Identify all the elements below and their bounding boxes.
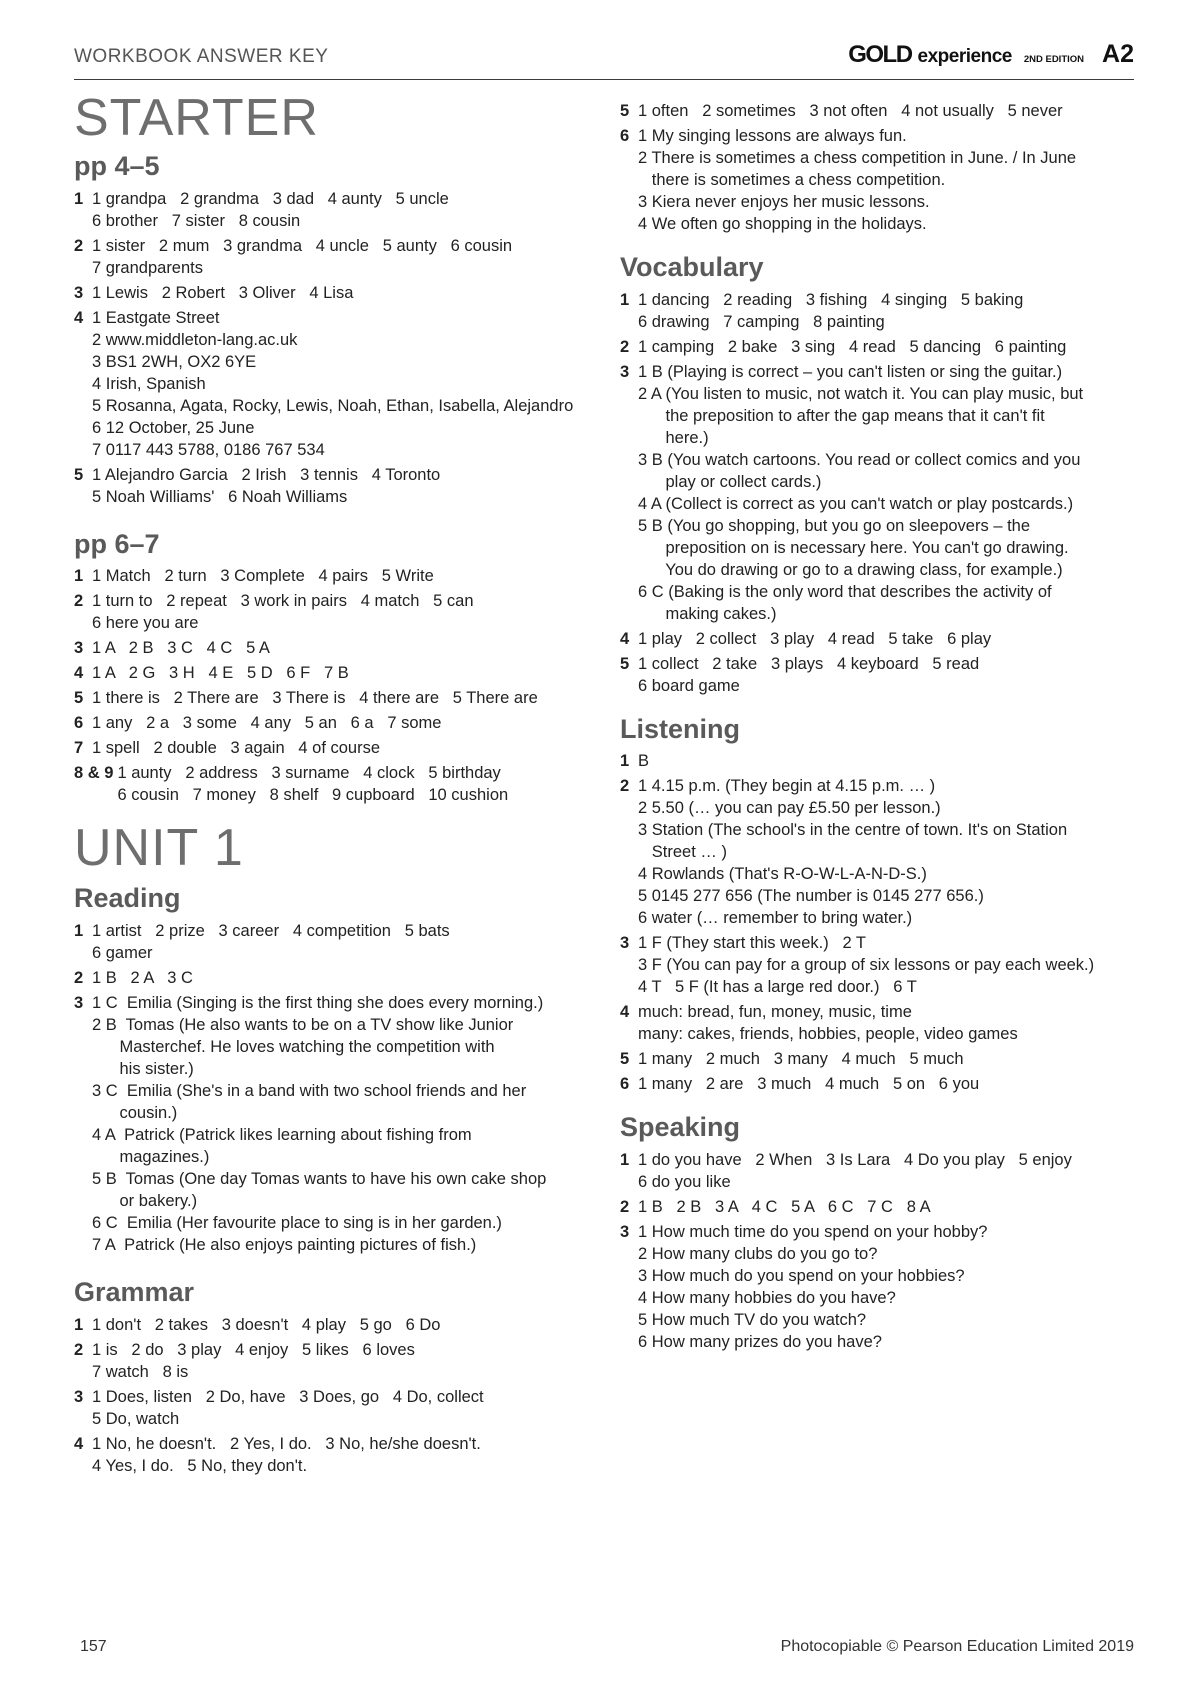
exercise-number: 4 (620, 629, 630, 648)
subsection-heading: Listening (620, 713, 740, 744)
exercise-number: 3 (620, 1223, 630, 1242)
answer-line: 1 4.15 p.m. (They begin at 4.15 p.m. … ) (638, 777, 936, 796)
answer-line: 4 Rowlands (That's R-O-W-L-A-N-D-S.) (638, 865, 927, 884)
exercise-number: 8 & 9 (74, 764, 114, 783)
exercise-number: 2 (74, 236, 84, 255)
answer-line: 1 is 2 do 3 play 4 enjoy 5 likes 6 loves (92, 1340, 415, 1359)
answer-line: B (638, 752, 650, 771)
exercise-answer (620, 1073, 1140, 1095)
exercise-answer (74, 1386, 594, 1430)
answer-line: here.) (638, 428, 709, 447)
exercise-answer (620, 653, 1140, 697)
exercise-answer (74, 687, 594, 709)
answer-lines (92, 1386, 594, 1430)
answer-line: 6 water (… remember to bring water.) (638, 909, 913, 928)
answer-line: or bakery.) (92, 1192, 198, 1211)
answer-line: 1 How much time do you spend on your hobby? (638, 1223, 988, 1242)
exercise-number: 3 (74, 994, 84, 1013)
exercise-answer (74, 762, 594, 806)
answer-lines (92, 1339, 594, 1383)
answer-line: 6 C (Baking is the only word that describes the activity of (638, 582, 1052, 601)
exercise-answer (74, 992, 594, 1256)
answer-line: 6 cousin 7 money 8 shelf 9 cupboard 10 cushion (117, 786, 509, 805)
exercise-number: 5 (74, 689, 84, 708)
level-badge: A2 (1102, 40, 1134, 68)
subsection-heading: Vocabulary (620, 252, 764, 282)
answer-lines (92, 1314, 594, 1336)
exercise-answer (74, 565, 594, 587)
exercise-answer (620, 100, 1140, 122)
exercise-answer (74, 920, 594, 964)
answer-lines (92, 235, 594, 279)
exercise-answer (74, 967, 594, 989)
exercise-answer (74, 712, 594, 734)
answer-lines (638, 1073, 1140, 1095)
answer-line: 1 Alejandro Garcia 2 Irish 3 tennis 4 Toronto (92, 465, 441, 484)
exercise-number: 3 (74, 1387, 84, 1406)
answer-lines (92, 992, 594, 1256)
answer-lines (638, 750, 1140, 772)
answer-line: 4 Irish, Spanish (92, 374, 206, 393)
exercise-answer (620, 750, 1140, 772)
exercise-number: 2 (74, 969, 84, 988)
answer-line: 6 C Emilia (Her favourite place to sing is in her garden.) (92, 1214, 502, 1233)
answer-lines (92, 920, 594, 964)
answer-line: many: cakes, friends, hobbies, people, video games (638, 1025, 1018, 1044)
exercise-number: 7 (74, 739, 84, 758)
answer-line: 1 grandpa 2 grandma 3 dad 4 aunty 5 uncle (92, 189, 449, 208)
answer-line: 5 B Tomas (One day Tomas wants to have his own cake shop (92, 1170, 547, 1189)
answer-line: 2 5.50 (… you can pay £5.50 per lesson.) (638, 799, 941, 818)
section-title: UNIT 1 (74, 819, 244, 878)
answer-line: 1 aunty 2 address 3 surname 4 clock 5 birthday (117, 764, 501, 783)
page-number: 157 (80, 1638, 107, 1655)
exercise-number: 1 (74, 189, 84, 208)
answer-lines (92, 565, 594, 587)
answer-line: 3 Station (The school's in the centre of town. It's on Station (638, 821, 1068, 840)
exercise-number: 1 (74, 1315, 84, 1334)
exercise-answer (620, 1149, 1140, 1193)
exercise-number: 1 (620, 752, 630, 771)
answer-lines (638, 289, 1140, 333)
exercise-number: 6 (620, 1075, 630, 1094)
subsection-heading: Grammar (74, 1277, 195, 1308)
answer-line: 1 Lewis 2 Robert 3 Oliver 4 Lisa (92, 283, 354, 302)
answer-lines (92, 637, 594, 659)
exercise-number: 3 (620, 934, 630, 953)
answer-line: 2 B Tomas (He also wants to be on a TV show like Junior (92, 1016, 514, 1035)
answer-line: 1 dancing 2 reading 3 fishing 4 singing 5 baking (638, 290, 1024, 309)
exercise-answer (74, 1339, 594, 1383)
answer-line: 7 watch 8 is (92, 1362, 189, 1381)
answer-line: 6 do you like (638, 1173, 731, 1192)
exercise-answer (620, 1048, 1140, 1070)
answer-line: preposition on is necessary here. You can't go drawing. (638, 538, 1069, 557)
exercise-answer (74, 282, 594, 304)
answer-line: 3 B (You watch cartoons. You read or collect comics and you (638, 450, 1081, 469)
exercise-number: 2 (74, 592, 84, 611)
exercise-number: 2 (620, 1198, 630, 1217)
answer-line: 3 BS1 2WH, OX2 6YE (92, 352, 257, 371)
answer-line: 2 How many clubs do you go to? (638, 1245, 878, 1264)
answer-line: 1 B 2 A 3 C (92, 969, 193, 988)
answer-line: 1 often 2 sometimes 3 not often 4 not usually 5 never (638, 102, 1063, 120)
answer-line: 1 Eastgate Street (92, 308, 220, 327)
answer-line: 1 there is 2 There are 3 There is 4 there are 5 There are (92, 689, 538, 708)
answer-line: play or collect cards.) (638, 472, 822, 491)
exercise-number: 1 (620, 1151, 630, 1170)
answer-lines (638, 1048, 1140, 1070)
answer-line: the preposition to after the gap means that it can't fit (638, 406, 1045, 425)
answer-lines (92, 307, 594, 461)
subsection-heading: pp 4–5 (74, 151, 160, 181)
answer-lines (92, 737, 594, 759)
answer-line: 1 many 2 much 3 many 4 much 5 much (638, 1050, 964, 1069)
brand-gold: GOLD (848, 41, 912, 68)
subsection-heading: Reading (74, 883, 181, 914)
answer-line: 1 play 2 collect 3 play 4 read 5 take 6 play (638, 629, 992, 648)
answer-lines (638, 1001, 1140, 1045)
answer-line: 4 T 5 F (It has a large red door.) 6 T (638, 978, 917, 997)
answer-line: 3 F (You can pay for a group of six lessons or pay each week.) (638, 956, 1095, 975)
left-column (74, 88, 594, 1480)
exercise-answer (74, 662, 594, 684)
exercise-number: 5 (620, 1050, 630, 1069)
answer-lines (92, 1433, 594, 1477)
answer-line: 1 any 2 a 3 some 4 any 5 an 6 a 7 some (92, 714, 442, 733)
exercise-answer (74, 1433, 594, 1477)
answer-line: magazines.) (92, 1148, 210, 1167)
exercise-number: 1 (74, 922, 84, 941)
answer-line: 6 board game (638, 676, 740, 695)
exercise-number: 1 (620, 290, 630, 309)
answer-line: 1 C Emilia (Singing is the first thing she does every morning.) (92, 994, 544, 1013)
exercise-answer (620, 628, 1140, 650)
exercise-number: 6 (74, 714, 84, 733)
header-title: WORKBOOK ANSWER KEY (74, 46, 329, 67)
exercise-number: 2 (620, 337, 630, 356)
right-column (620, 100, 1140, 1356)
exercise-number: 3 (620, 362, 630, 381)
answer-line: 1 don't 2 takes 3 doesn't 4 play 5 go 6 Do (92, 1315, 441, 1334)
exercise-answer (74, 307, 594, 461)
answer-lines (638, 125, 1140, 235)
answer-line: 1 F (They start this week.) 2 T (638, 934, 867, 953)
exercise-answer (74, 464, 594, 508)
answer-line: 5 Do, watch (92, 1409, 180, 1428)
answer-line: 1 many 2 are 3 much 4 much 5 on 6 you (638, 1075, 980, 1094)
answer-lines (638, 1196, 1140, 1218)
answer-lines (92, 282, 594, 304)
answer-line: there is sometimes a chess competition. (638, 171, 946, 189)
answer-line: 2 www.middleton-lang.ac.uk (92, 330, 298, 349)
exercise-number: 4 (620, 1003, 630, 1022)
exercise-answer (74, 1314, 594, 1336)
answer-line: 4 We often go shopping in the holidays. (638, 215, 927, 233)
answer-line: 6 brother 7 sister 8 cousin (92, 211, 301, 230)
exercise-answer (620, 361, 1140, 625)
brand-experience: experience (917, 46, 1012, 67)
answer-line: 1 Match 2 turn 3 Complete 4 pairs 5 Write (92, 567, 434, 586)
answer-lines (92, 687, 594, 709)
answer-lines (638, 653, 1140, 697)
answer-line: 6 12 October, 25 June (92, 418, 255, 437)
answer-lines (92, 662, 594, 684)
answer-line: 1 collect 2 take 3 plays 4 keyboard 5 read (638, 654, 980, 673)
exercise-number: 6 (620, 127, 630, 145)
answer-lines (638, 932, 1140, 998)
answer-line: 7 grandparents (92, 258, 203, 277)
answer-line: You do drawing or go to a drawing class, for example.) (638, 560, 1063, 579)
brand-edition: 2ND EDITION (1023, 54, 1085, 65)
exercise-answer (620, 1221, 1140, 1353)
answer-lines (117, 762, 594, 806)
answer-line: 6 drawing 7 camping 8 painting (638, 312, 885, 331)
answer-line: Masterchef. He loves watching the competition with (92, 1038, 495, 1057)
answer-line: 1 sister 2 mum 3 grandma 4 uncle 5 aunty 6 cousin (92, 236, 513, 255)
answer-line: 1 camping 2 bake 3 sing 4 read 5 dancing 6 painting (638, 337, 1067, 356)
brand-logo (848, 40, 1134, 69)
answer-lines (638, 361, 1140, 625)
subsection-heading: pp 6–7 (74, 528, 160, 559)
answer-lines (92, 967, 594, 989)
answer-line: 5 Noah Williams' 6 Noah Williams (92, 487, 348, 506)
answer-line: much: bread, fun, money, music, time (638, 1003, 912, 1022)
answer-line: Street … ) (638, 843, 727, 862)
exercise-answer (620, 775, 1140, 929)
exercise-number: 5 (620, 654, 630, 673)
answer-line: 1 do you have 2 When 3 Is Lara 4 Do you play 5 enjoy (638, 1151, 1072, 1170)
exercise-answer (620, 336, 1140, 358)
exercise-number: 2 (74, 1340, 84, 1359)
answer-line: 1 My singing lessons are always fun. (638, 127, 907, 145)
section-title: STARTER (74, 89, 319, 147)
exercise-answer (620, 932, 1140, 998)
answer-line: 5 Rosanna, Agata, Rocky, Lewis, Noah, Ethan, Isabella, Alejandro (92, 396, 574, 415)
answer-lines (92, 712, 594, 734)
exercise-number: 3 (74, 639, 84, 658)
exercise-answer (620, 1001, 1140, 1045)
answer-line: 1 B 2 B 3 A 4 C 5 A 6 C 7 C 8 A (638, 1198, 931, 1217)
answer-line: 6 gamer (92, 944, 153, 963)
exercise-number: 4 (74, 664, 84, 683)
answer-line: 1 A 2 G 3 H 4 E 5 D 6 F 7 B (92, 664, 349, 683)
answer-line: 4 How many hobbies do you have? (638, 1289, 896, 1308)
answer-line: 1 No, he doesn't. 2 Yes, I do. 3 No, he/she doesn't. (92, 1434, 481, 1453)
answer-line: 1 Does, listen 2 Do, have 3 Does, go 4 Do, collect (92, 1387, 484, 1406)
answer-line: 7 A Patrick (He also enjoys painting pictures of fish.) (92, 1236, 477, 1255)
answer-line: his sister.) (92, 1060, 194, 1079)
answer-line: 6 How many prizes do you have? (638, 1333, 882, 1352)
answer-line: making cakes.) (638, 604, 777, 623)
answer-line: 6 here you are (92, 614, 199, 633)
answer-lines (638, 336, 1140, 358)
copyright-notice: Photocopiable © Pearson Education Limited 2019 (780, 1638, 1134, 1655)
answer-line: 1 B (Playing is correct – you can't listen or sing the guitar.) (638, 362, 1063, 381)
answer-line: 7 0117 443 5788, 0186 767 534 (92, 440, 325, 459)
exercise-number: 5 (620, 102, 630, 120)
answer-line: 2 There is sometimes a chess competition in June. / In June (638, 149, 1077, 167)
answer-lines (638, 775, 1140, 929)
answer-line: 1 A 2 B 3 C 4 C 5 A (92, 639, 270, 658)
exercise-answer (620, 125, 1140, 235)
page-header (74, 40, 1134, 80)
exercise-number: 3 (74, 283, 84, 302)
answer-line: 1 artist 2 prize 3 career 4 competition 5 bats (92, 922, 450, 941)
answer-lines (92, 188, 594, 232)
answer-line: 5 How much TV do you watch? (638, 1311, 867, 1330)
exercise-number: 1 (74, 567, 84, 586)
answer-lines (638, 1221, 1140, 1353)
answer-line: 5 B (You go shopping, but you go on sleepovers – the (638, 516, 1031, 535)
exercise-answer (74, 188, 594, 232)
answer-line: 5 0145 277 656 (The number is 0145 277 656.) (638, 887, 984, 906)
answer-line: 1 turn to 2 repeat 3 work in pairs 4 match 5 can (92, 592, 474, 611)
subsection-heading: Speaking (620, 1112, 741, 1143)
answer-lines (92, 590, 594, 634)
answer-line: cousin.) (92, 1104, 178, 1123)
answer-line: 1 spell 2 double 3 again 4 of course (92, 739, 381, 758)
answer-lines (638, 100, 1140, 122)
exercise-answer (74, 737, 594, 759)
answer-line: 4 A Patrick (Patrick likes learning about fishing from (92, 1126, 472, 1145)
answer-line: 3 Kiera never enjoys her music lessons. (638, 193, 930, 211)
answer-line: 3 C Emilia (She's in a band with two school friends and her (92, 1082, 527, 1101)
exercise-number: 5 (74, 465, 84, 484)
exercise-answer (74, 235, 594, 279)
exercise-answer (620, 289, 1140, 333)
answer-line: 4 A (Collect is correct as you can't watch or play postcards.) (638, 494, 1074, 513)
exercise-number: 4 (74, 308, 84, 327)
answer-lines (92, 464, 594, 508)
answer-line: 3 How much do you spend on your hobbies? (638, 1267, 965, 1286)
exercise-answer (74, 590, 594, 634)
exercise-number: 4 (74, 1434, 84, 1453)
exercise-answer (620, 1196, 1140, 1218)
answer-line: 2 A (You listen to music, not watch it. You can play music, but (638, 384, 1084, 403)
answer-line: 4 Yes, I do. 5 No, they don't. (92, 1456, 308, 1475)
answer-lines (638, 628, 1140, 650)
answer-lines (638, 1149, 1140, 1193)
exercise-number: 2 (620, 777, 630, 796)
exercise-answer (74, 637, 594, 659)
